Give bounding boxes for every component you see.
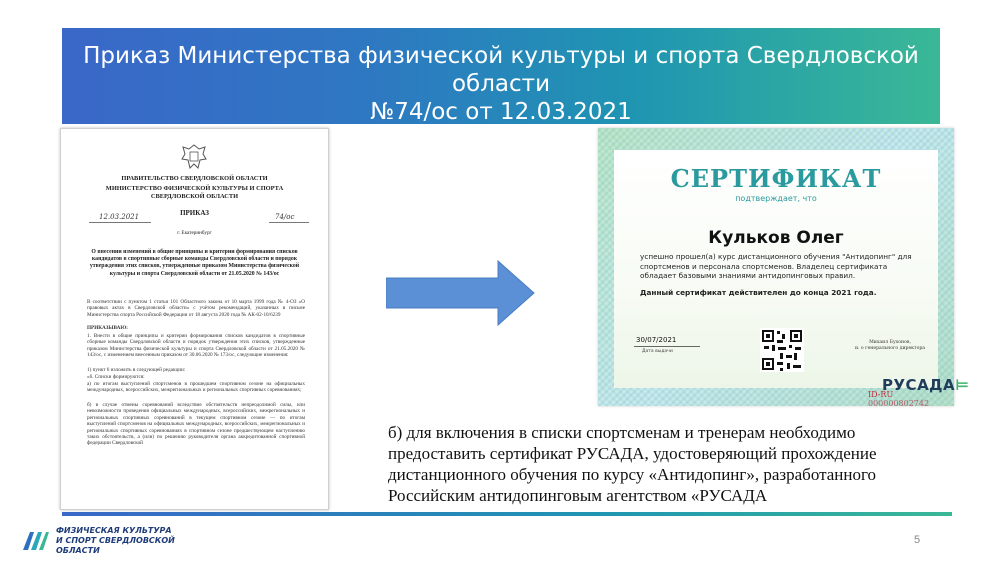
- certificate-text: успешно прошел(а) курс дистанционного обучения "Антидопинг" для спортсменов и персонала спортсменов. Владелец сертификата обладает базовыми знаниями антидопинговых правил.: [640, 252, 912, 280]
- requirement-text-line4: Российским антидопинговым агентством «РУСАДА: [388, 486, 768, 505]
- doc-ministry-line2: СВЕРДЛОВСКОЙ ОБЛАСТИ: [150, 193, 239, 200]
- certificate-date: 30/07/2021: [636, 336, 677, 344]
- doc-orders: ПРИКАЗЫВАЮ:: [87, 325, 128, 331]
- footer-org-line1: ФИЗИЧЕСКАЯ КУЛЬТУРА: [56, 526, 172, 535]
- certificate-validity: Данный сертификат действителен до конца 2021 года.: [640, 288, 877, 297]
- doc-city: г. Екатеринбург: [177, 230, 212, 236]
- doc-handwritten-number: 74/ос: [275, 213, 295, 221]
- requirement-text: [388, 422, 948, 506]
- right-arrow-icon: [386, 258, 536, 328]
- requirement-text-line1: б) для включения в списки спортсменам и тренерам необходимо: [388, 423, 856, 442]
- doc-date-line: [89, 222, 151, 223]
- footer-org-line3: ОБЛАСТИ: [56, 546, 100, 555]
- footer-organization: [56, 526, 175, 556]
- doc-number-line: [269, 222, 309, 223]
- certificate-holder-name: Кульков Олег: [708, 228, 844, 248]
- page-number: 5: [914, 534, 921, 546]
- doc-title: О внесении изменений в общие принципы и критерии формирования списков кандидатов в спортивные сборные команды Свердловской области и порядок утверждения этих списков, утвержденные приказом Министерства физической культуры и спорта Свердловской области от 21.05.2020 № 143/ос: [89, 249, 300, 277]
- certificate-title: СЕРТИФИКАТ: [670, 164, 882, 193]
- doc-para-2: 1. Внести в общие принципы и критерии формирования списков кандидатов в спортивные сборные команды Свердловской области и порядок утверждения этих списков, утвержденные приказом Министерства физической культуры и спорта Свердловской области от 21.05.2020 № 143/ос, с изменением внесенным приказом от 30.06.2020 № 173/ос, следующие изменения:: [87, 333, 305, 359]
- certificate-signer-title: и. о генерального директора: [854, 346, 926, 351]
- slide-title-line2: №74/ос от 12.03.2021: [370, 99, 632, 125]
- title-banner: [62, 28, 940, 124]
- ministry-logo-icon: [20, 526, 50, 554]
- rusada-certificate-image: [598, 128, 970, 408]
- order-document-image: [60, 128, 329, 510]
- certificate-panel: [614, 150, 970, 394]
- bottom-divider: [62, 512, 952, 516]
- certificate-subtitle: подтверждает, что: [735, 194, 817, 203]
- certificate-signer-name: Михаил Бухонов,: [869, 340, 911, 345]
- requirement-text-line2: предоставить сертификат РУСАДА, удостоверяющий прохождение: [388, 444, 877, 463]
- doc-para-4: «6. Списки формируются:: [87, 374, 145, 380]
- doc-para-5: а) по итогам выступлений спортсменов в прошедшем спортивном сезоне на официальных международных, всероссийских, межрегиональных и региональных спортивных соревнованиях;: [87, 381, 305, 394]
- doc-handwritten-date: 12.03.2021: [99, 213, 140, 221]
- doc-para-6: б) в случае отмены соревнований вследствие обстоятельств непреодолимой силы, или невозможности проведения официальных международных, всероссийских, межрегиональных и региональных спортивных соревнований в текущем спортивном сезоне — по итогам выступлений спортсменов на официальных международных, всероссийских, межрегиональных и региональных спортивных соревнованиях в спортивном сезоне предшествующем наступлению таких обстоятельств, а (или) по решению руководителя органа аккредитованной спортивной федерации Свердловской: [87, 402, 305, 447]
- doc-government: ПРАВИТЕЛЬСТВО СВЕРДЛОВСКОЙ ОБЛАСТИ: [121, 175, 268, 182]
- rusada-logo: РУСАДА⊨: [882, 376, 970, 394]
- slide-title: [62, 42, 940, 126]
- doc-order-word: ПРИКАЗ: [180, 209, 209, 217]
- qr-code-icon: [760, 328, 804, 372]
- certificate-signer: [850, 340, 930, 352]
- certificate-date-label: Дата выдачи: [642, 349, 673, 354]
- doc-para-1: В соответствии с пунктом 1 статьи 101 Областного закона от 10 марта 1999 года № 4-ОЗ «О правовых актах в Свердловской области» с учётом рекомендаций, указанных в письме Министерства спорта Российской Федерации от 18 августа 2020 года № АК-02-10/6239: [87, 299, 305, 318]
- requirement-text-line3: дистанционного обучения по курсу «Антидопинг», разработанного: [388, 465, 877, 484]
- certificate-id: ID-RU 000000802742: [868, 390, 930, 408]
- slide-title-line1: Приказ Министерства физической культуры и спорта Свердловской области: [83, 43, 919, 97]
- footer-org-line2: И СПОРТ СВЕРДЛОВСКОЙ: [56, 536, 175, 545]
- doc-ministry-line1: МИНИСТЕРСТВО ФИЗИЧЕСКОЙ КУЛЬТУРЫ И СПОРТА: [105, 185, 284, 192]
- doc-para-3: 1) пункт 6 изложить в следующей редакции:: [87, 367, 186, 373]
- coat-of-arms-icon: [179, 143, 209, 171]
- certificate-date-line: [634, 346, 700, 347]
